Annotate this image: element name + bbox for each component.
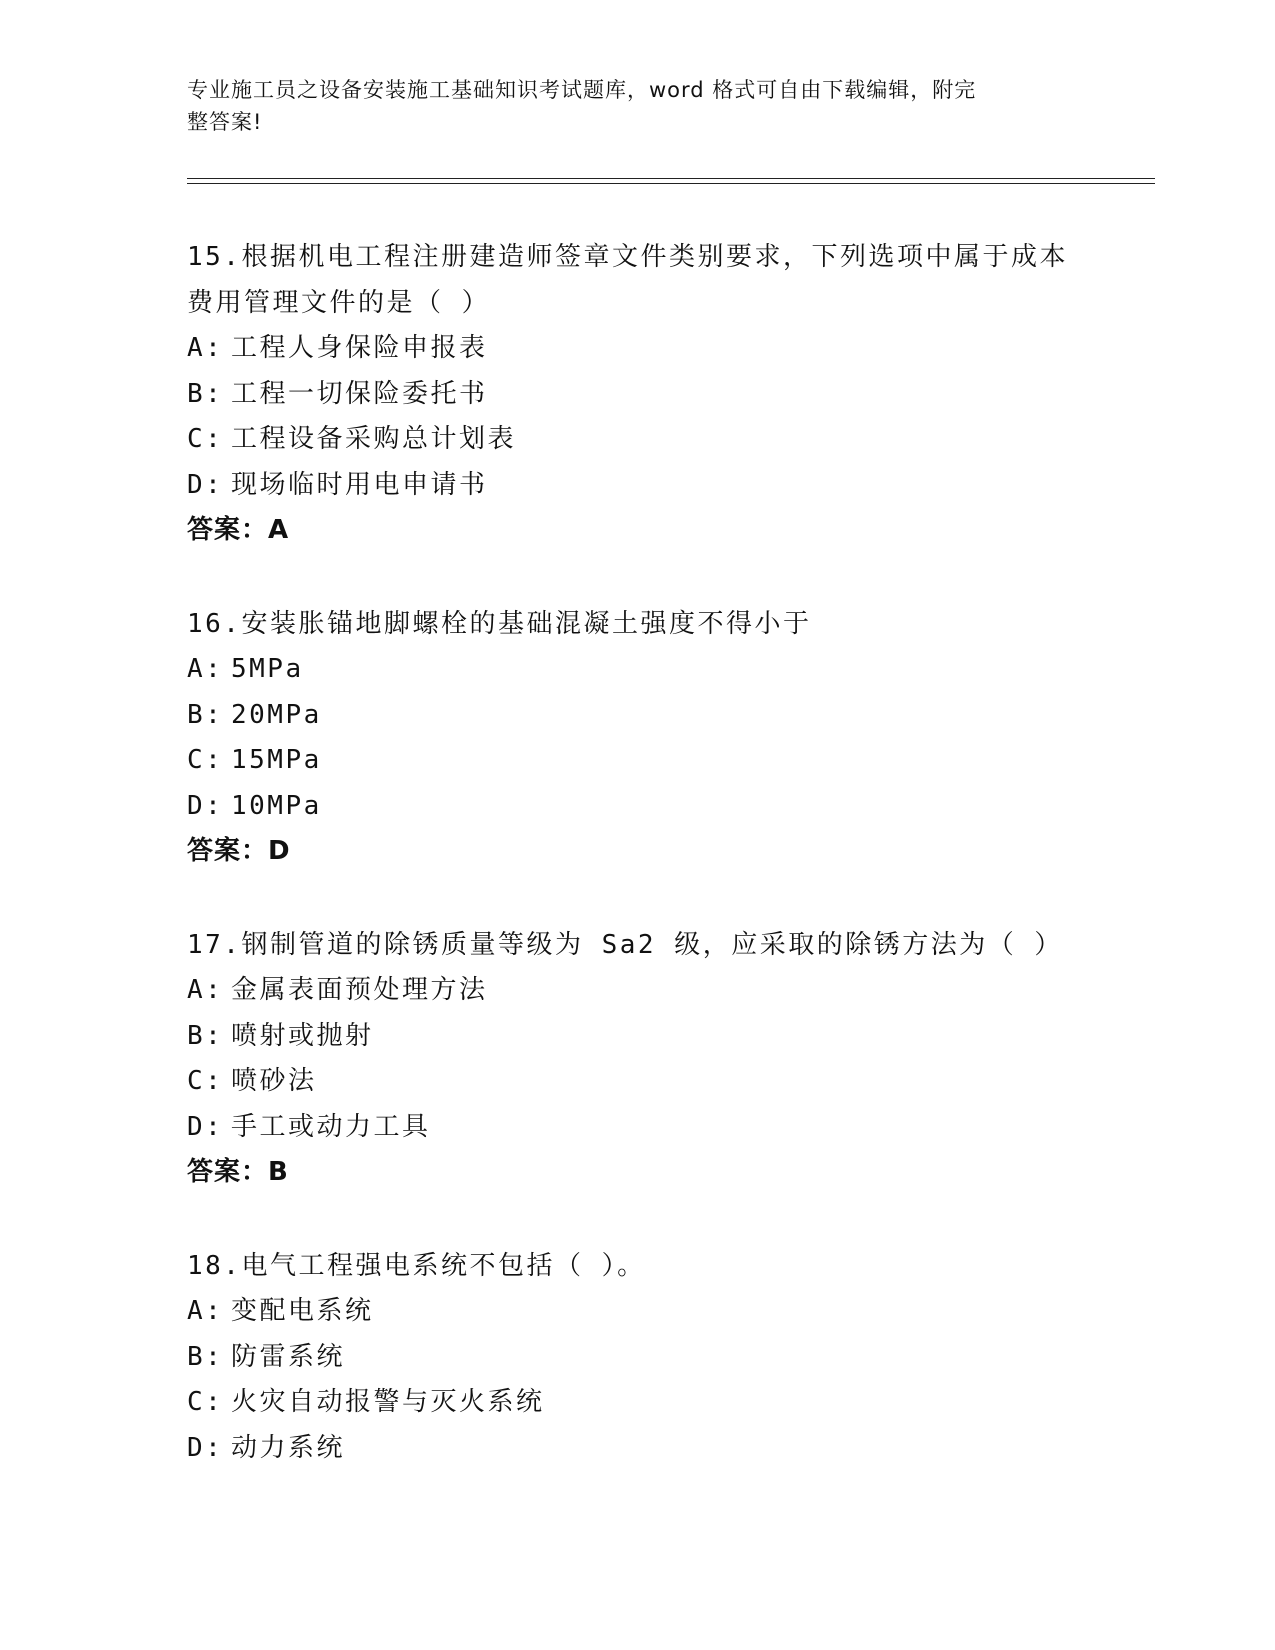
option-letter: B: (187, 378, 224, 409)
option-text: 喷砂法 (231, 1066, 317, 1096)
option-text: 金属表面预处理方法 (231, 975, 488, 1005)
option-letter: D: (187, 1432, 224, 1463)
option-a (187, 1289, 1107, 1335)
option-letter: D: (187, 1111, 224, 1142)
header-line-2: 整答案! (187, 110, 263, 134)
option-d (187, 1105, 1107, 1151)
option-letter: B: (187, 1020, 224, 1051)
option-text: 工程一切保险委托书 (231, 378, 488, 409)
question-15 (187, 235, 1107, 554)
header-line-1: 专业施工员之设备安装施工基础知识考试题库，word 格式可自由下载编辑，附完 (187, 78, 977, 102)
question-title: 17.钢制管道的除锈质量等级为 Sa2 级，应采取的除锈方法为（ ） (187, 929, 1063, 960)
header-rule-top (187, 178, 1155, 179)
option-text: 工程设备采购总计划表 (231, 424, 517, 454)
option-a (187, 968, 1107, 1014)
question-title (187, 235, 1107, 326)
option-text: 动力系统 (231, 1432, 346, 1463)
question-17 (187, 923, 1107, 1196)
header-rule-bottom (187, 183, 1155, 184)
option-letter: B: (187, 1341, 224, 1372)
question-list (187, 235, 1107, 1519)
option-c (187, 738, 1107, 784)
option-text: 5MPa (231, 654, 304, 684)
question-title-line-1: 15.根据机电工程注册建造师签章文件类别要求，下列选项中属于成本 (187, 242, 1068, 272)
option-letter: C: (187, 424, 224, 454)
answer-line: 答案：B (187, 1157, 289, 1187)
option-d (187, 784, 1107, 830)
option-letter: C: (187, 1387, 224, 1417)
option-text: 10MPa (231, 790, 322, 821)
option-letter: D: (187, 469, 224, 500)
option-letter: C: (187, 745, 224, 775)
option-c (187, 1380, 1107, 1426)
question-16 (187, 602, 1107, 875)
option-d (187, 1426, 1107, 1472)
option-text: 15MPa (231, 745, 322, 775)
answer-line: 答案：A (187, 515, 290, 545)
question-title: 16.安装胀锚地脚螺栓的基础混凝土强度不得小于 (187, 608, 812, 639)
option-c (187, 1059, 1107, 1105)
option-a (187, 647, 1107, 693)
option-text: 火灾自动报警与灭火系统 (231, 1387, 545, 1417)
option-letter: A: (187, 975, 224, 1005)
answer-line: 答案：D (187, 836, 291, 866)
option-letter: B: (187, 699, 224, 730)
option-letter: A: (187, 1296, 224, 1326)
question-18 (187, 1244, 1107, 1472)
option-letter: A: (187, 654, 224, 684)
option-text: 防雷系统 (231, 1341, 346, 1372)
option-text: 现场临时用电申请书 (231, 469, 488, 500)
option-b (187, 1014, 1107, 1060)
option-b (187, 693, 1107, 739)
option-letter: A: (187, 333, 224, 363)
option-b (187, 372, 1107, 418)
question-title-line-2: 费用管理文件的是（ ） (187, 287, 491, 318)
option-b (187, 1335, 1107, 1381)
option-text: 工程人身保险申报表 (231, 333, 488, 363)
option-text: 喷射或抛射 (231, 1020, 374, 1051)
option-a (187, 326, 1107, 372)
option-c (187, 417, 1107, 463)
option-letter: D: (187, 790, 224, 821)
option-text: 20MPa (231, 699, 322, 730)
option-d (187, 463, 1107, 509)
option-text: 变配电系统 (231, 1296, 374, 1326)
option-letter: C: (187, 1066, 224, 1096)
option-text: 手工或动力工具 (231, 1111, 431, 1142)
document-header (187, 74, 1087, 138)
question-title: 18.电气工程强电系统不包括（ ）。 (187, 1250, 646, 1281)
